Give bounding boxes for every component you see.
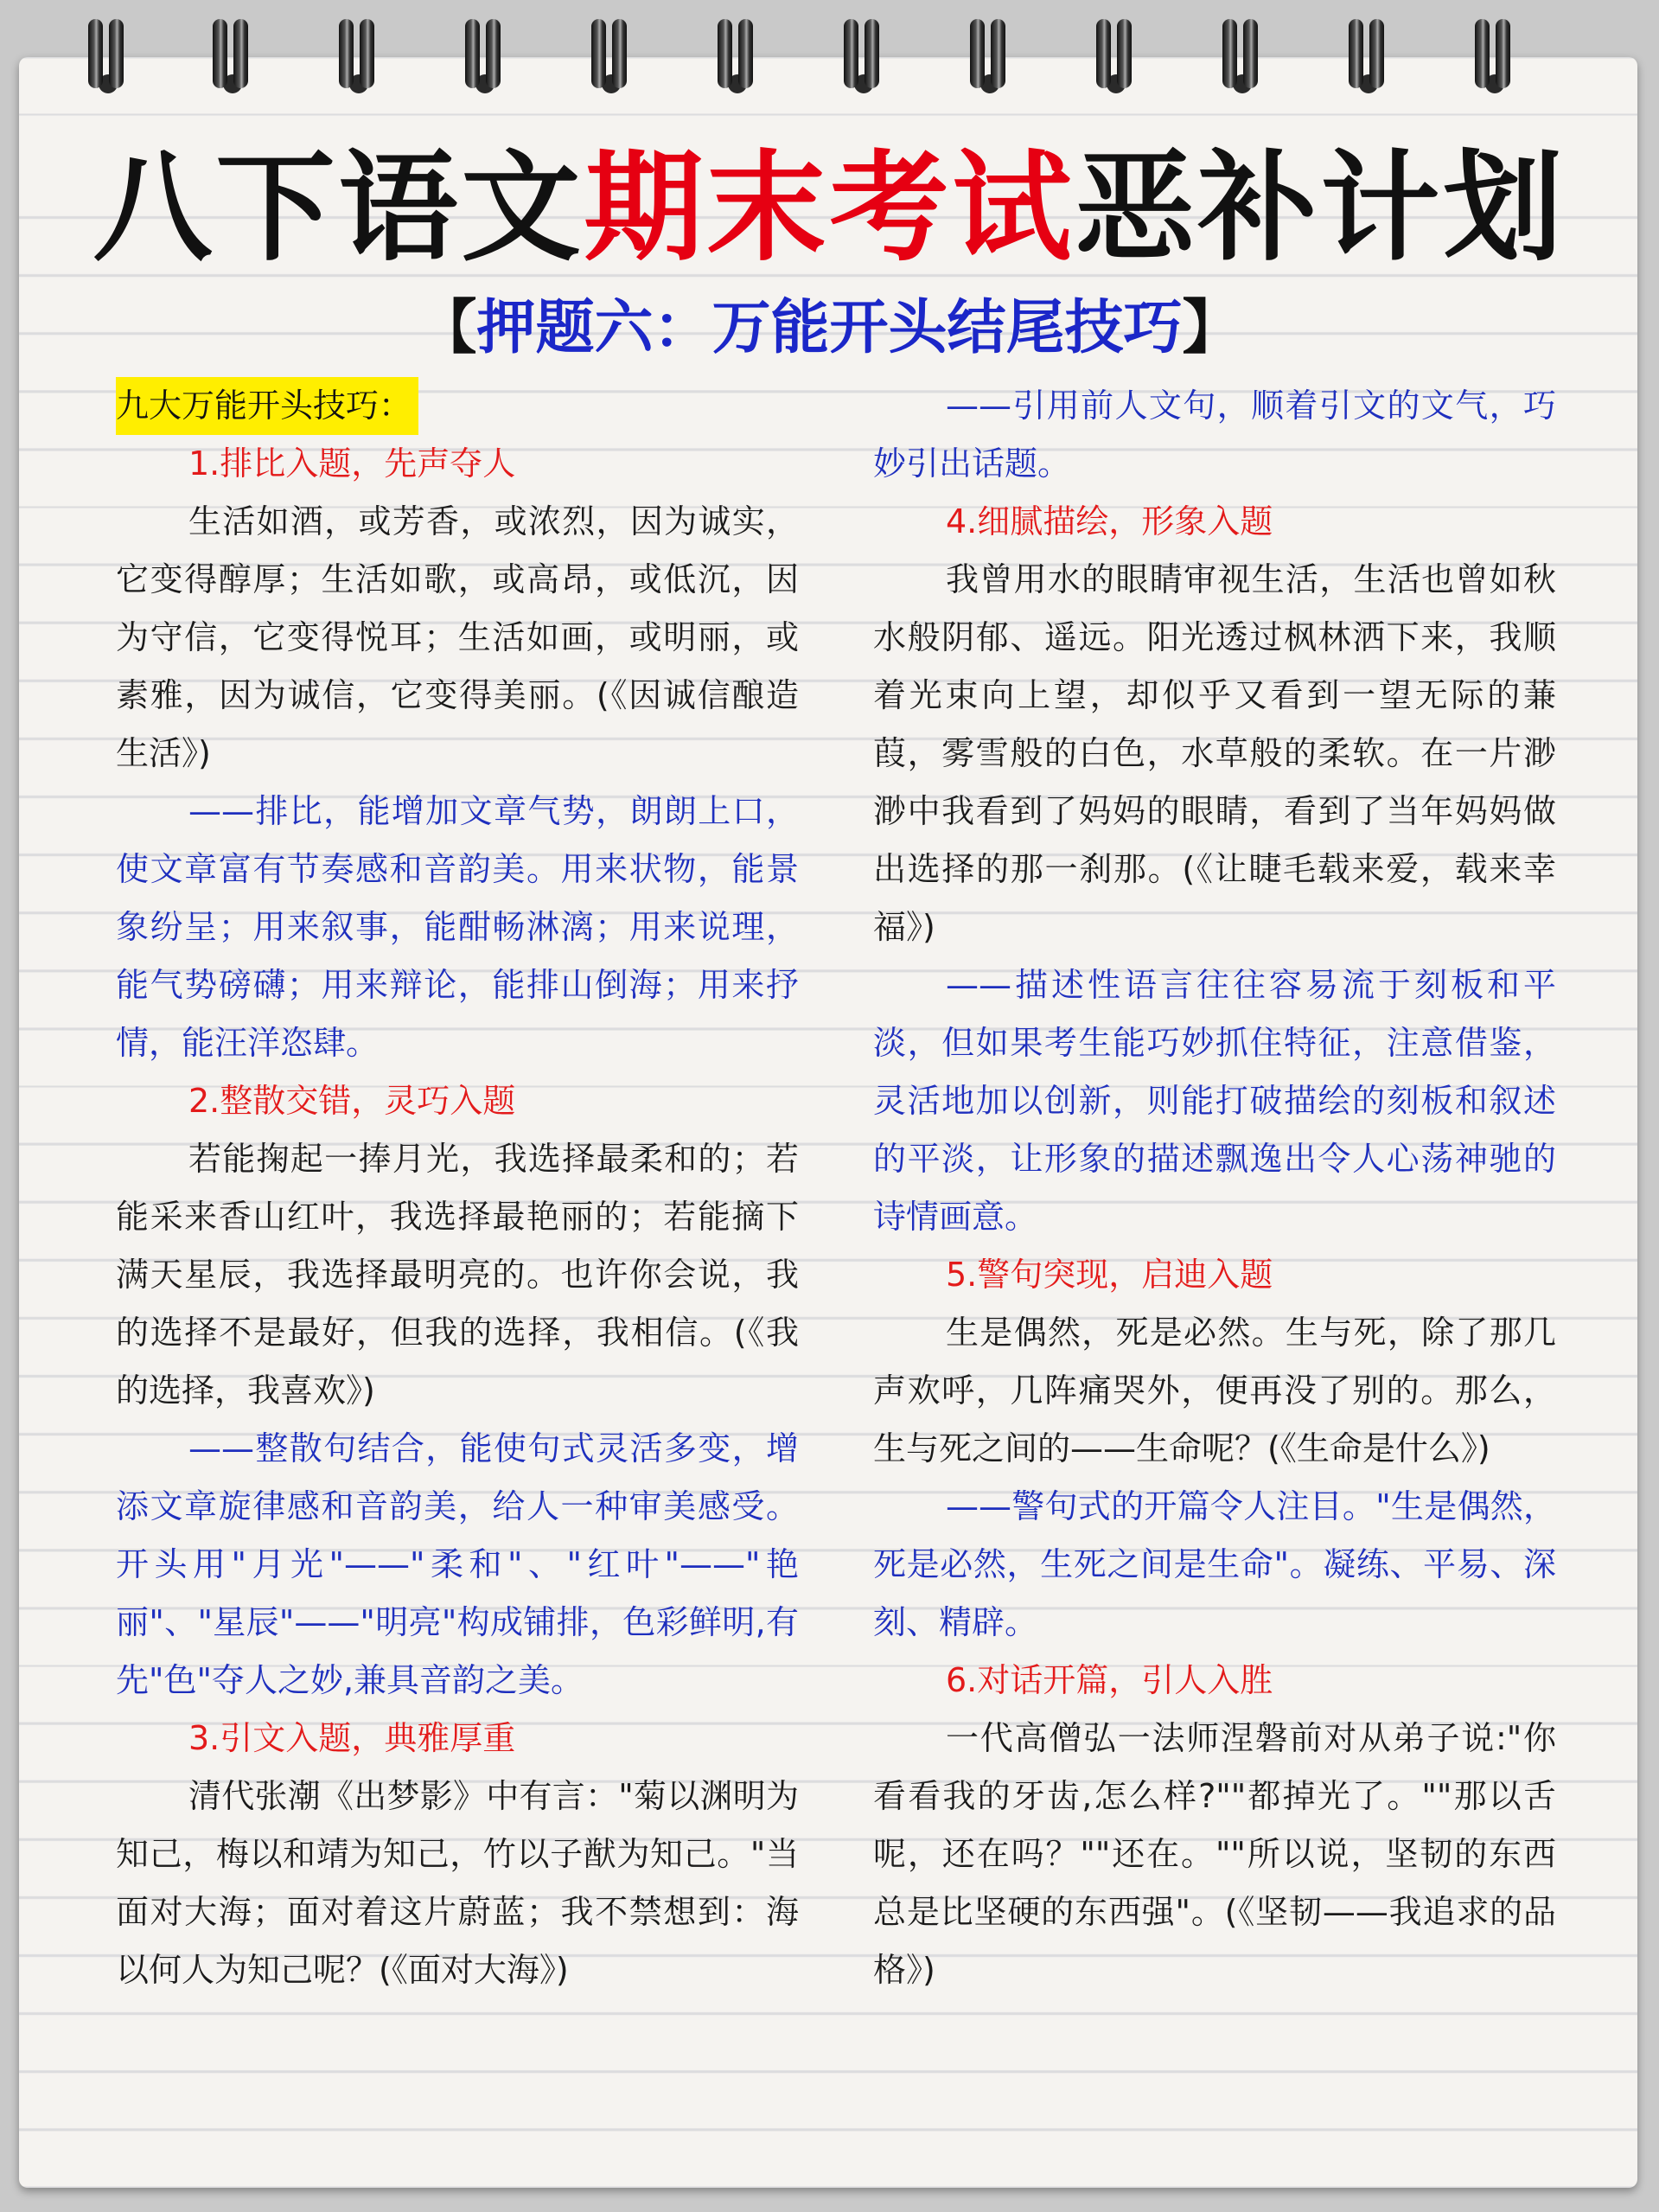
spiral-ring-icon bbox=[88, 19, 130, 99]
technique-2-note: ——整散句结合，能使句式灵活多变，增添文章旋律感和音韵美，给人一种审美感受。开头用"月光"——"柔和"、"红叶"——"艳丽"、"星辰"——"明亮"构成铺排，色彩鲜明,有先"色"夺人之妙,兼具音韵之美。 bbox=[116, 1429, 799, 1699]
spiral-ring-icon bbox=[970, 19, 1011, 99]
spiral-ring-icon bbox=[1349, 19, 1390, 99]
title-part-1: 八下语文 bbox=[93, 137, 584, 278]
technique-4-note: ——描述性语言往往容易流于刻板和平淡，但如果考生能巧妙抓住特征，注意借鉴，灵活地加以创新，则能打破描绘的刻板和叙述的平淡，让形象的描述飘逸出令人心荡神驰的诗情画意。 bbox=[873, 966, 1556, 1236]
section-label: 九大万能开头技巧： bbox=[116, 377, 418, 435]
technique-1-note: ——排比，能增加文章气势，朗朗上口，使文章富有节奏感和音韵美。用来状物，能景象纷呈；用来叙事，能酣畅淋漓；用来说理，能气势磅礴；用来辩论，能排山倒海；用来抒情，能汪洋恣肆。 bbox=[116, 792, 799, 1062]
subtitle-bracket-close: 】 bbox=[1182, 294, 1241, 362]
technique-5-example: 生是偶然，死是必然。生与死，除了那几声欢呼，几阵痛哭外，便再没了别的。那么，生与死之间的——生命呢？(《生命是什么》) bbox=[873, 1314, 1556, 1467]
technique-3-heading: 3.引文入题，典雅厚重 bbox=[188, 1719, 516, 1757]
technique-5-heading: 5.警句突现，启迪入题 bbox=[946, 1256, 1273, 1294]
technique-6-example: 一代高僧弘一法师涅磐前对从弟子说:"你看看我的牙齿,怎么样?""都掉光了。""那以舌呢，还在吗？""还在。""所以说，坚韧的东西总是比坚硬的东西强"。(《坚韧——我追求的品格》) bbox=[873, 1719, 1556, 1989]
spiral-ring-icon bbox=[591, 19, 633, 99]
technique-1-heading: 1.排比入题，先声夺人 bbox=[188, 444, 516, 483]
spiral-ring-icon bbox=[1222, 19, 1264, 99]
technique-1-example: 生活如酒，或芳香，或浓烈，因为诚实，它变得醇厚；生活如歌，或高昂，或低沉，因为守信，它变得悦耳；生活如画，或明丽，或素雅，因为诚信，它变得美丽。(《因诚信酿造生活》) bbox=[116, 502, 799, 772]
spiral-ring-icon bbox=[213, 19, 254, 99]
title-part-2: 期末考试 bbox=[584, 137, 1075, 278]
left-column bbox=[116, 377, 799, 1999]
spiral-ring-icon bbox=[1096, 19, 1138, 99]
page-title bbox=[0, 138, 1659, 277]
subtitle-text: 押题六：万能开头结尾技巧 bbox=[476, 294, 1183, 362]
right-column bbox=[873, 377, 1556, 1999]
technique-4-heading: 4.细腻描绘，形象入题 bbox=[946, 502, 1273, 540]
technique-2-heading: 2.整散交错，灵巧入题 bbox=[188, 1082, 516, 1120]
technique-3-example: 清代张潮《出梦影》中有言："菊以渊明为知己，梅以和靖为知己，竹以子猷为知己。"当面对大海；面对着这片蔚蓝；我不禁想到：海以何人为知己呢？(《面对大海》) bbox=[116, 1777, 799, 1989]
technique-5-note: ——警句式的开篇令人注目。"生是偶然，死是必然，生死之间是生命"。凝练、平易、深刻、精辟。 bbox=[873, 1487, 1556, 1641]
technique-4-example: 我曾用水的眼睛审视生活，生活也曾如秋水般阴郁、遥远。阳光透过枫林洒下来，我顺着光束向上望，却似乎又看到一望无际的蒹葭，雾雪般的白色，水草般的柔软。在一片渺渺中我看到了妈妈的眼睛，看到了当年妈妈做出选择的那一刹那。(《让睫毛载来爱，载来幸福》) bbox=[873, 560, 1556, 946]
spiral-ring-icon bbox=[465, 19, 507, 99]
technique-3-note: ——引用前人文句，顺着引文的文气，巧妙引出话题。 bbox=[873, 387, 1556, 483]
section-label-row bbox=[116, 377, 799, 435]
spiral-ring-icon bbox=[339, 19, 380, 99]
spiral-ring-icon bbox=[718, 19, 759, 99]
technique-6-heading: 6.对话开篇，引人入胜 bbox=[946, 1661, 1273, 1699]
technique-2-example: 若能掬起一捧月光，我选择最柔和的；若能采来香山红叶，我选择最艳丽的；若能摘下满天星辰，我选择最明亮的。也许你会说，我的选择不是最好，但我的选择，我相信。(《我的选择，我喜欢》) bbox=[116, 1140, 799, 1410]
spiral-ring-icon bbox=[1475, 19, 1516, 99]
title-part-3: 恶补计划 bbox=[1075, 137, 1566, 278]
spiral-ring-icon bbox=[844, 19, 885, 99]
subtitle-bracket-open: 【 bbox=[418, 294, 477, 362]
page-subtitle bbox=[0, 292, 1659, 365]
